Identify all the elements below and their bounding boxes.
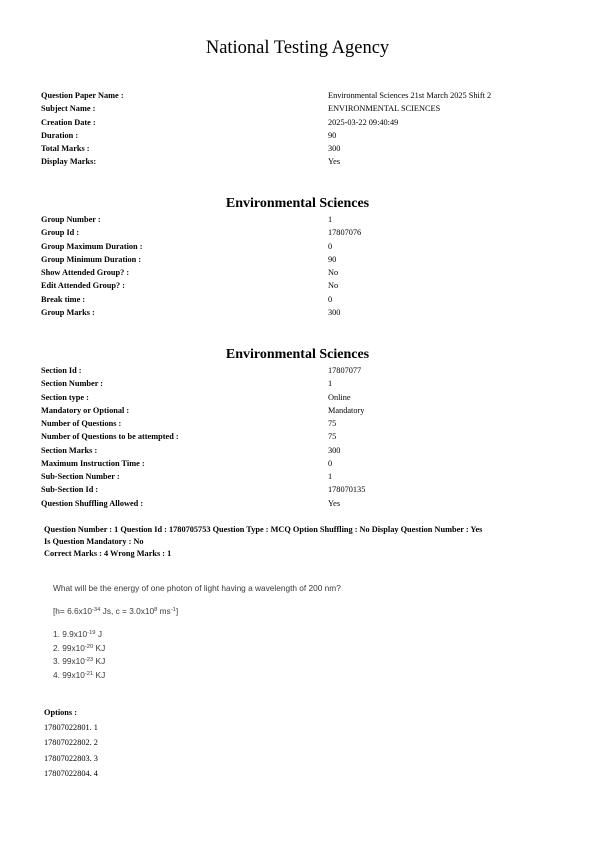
group-key: Group Marks : [41,307,95,317]
option-id-item: 17807022801. 1 [44,723,98,733]
section-key: Mandatory or Optional : [41,405,130,415]
group-row [41,253,561,266]
section-key: Question Shuffling Allowed : [41,498,144,508]
const-h-exponent: -34 [91,607,101,613]
group-row [41,266,561,279]
question-meta [44,524,559,559]
section-key: Section Number : [41,379,104,389]
section-row [41,457,561,470]
info-value: ENVIRONMENTAL SCIENCES [328,104,441,114]
question-mandatory-line: Is Question Mandatory : No [44,536,144,546]
answer-choice [53,642,553,656]
info-key: Subject Name : [41,104,96,114]
section-key: Maximum Instruction Time : [41,458,145,468]
group-key: Group Maximum Duration : [41,241,143,251]
section-row [41,364,561,377]
group-row [41,240,561,253]
section-value: 1 [328,379,333,389]
section-row [41,404,561,417]
question-body [53,582,553,682]
group-key: Edit Attended Group? : [41,281,125,291]
section-value: 0 [328,458,333,468]
section-heading: Environmental Sciences [225,347,370,362]
group-row [41,306,561,319]
const-h: [h= 6.6x10 [53,606,92,616]
group-value: 90 [328,254,337,264]
group-key: Show Attended Group? : [41,268,130,277]
section-row [41,444,561,457]
const-unit: ms [157,606,171,616]
info-value: 2025-03-22 09:40:49 [328,117,399,127]
section-value: Mandatory [328,405,365,415]
info-row [41,89,561,102]
section-value: 17807077 [328,366,362,375]
info-key: Question Paper Name : [41,91,124,100]
option-id-item: 17807022803. 3 [44,753,98,763]
const-unit-exponent: -1 [170,607,176,613]
group-key: Group Number : [41,215,101,224]
const-close: ] [175,606,179,616]
info-row [41,155,561,168]
question-meta-line: Question Number : 1 Question Id : 1780705753 Question Type : MCQ Option Shuffling : No Display Question Number : Yes [44,525,483,534]
section-value: 75 [328,419,337,428]
choice-value: 2. 99x10 [53,642,85,653]
option-id-item: 17807022804. 4 [44,768,98,778]
group-row [41,226,561,239]
info-key: Duration : [41,130,79,140]
section-key: Section Id : [41,366,82,375]
group-value: 0 [328,294,333,304]
info-key: Display Marks: [41,157,97,167]
section-value: 1 [328,472,333,481]
question-text: What will be the energy of one photon of light having a wavelength of 200 nm? [53,583,341,593]
choice-exponent: -20 [84,643,94,650]
choice-value: 4. 99x10 [53,669,85,680]
answer-choice [53,628,553,642]
section-row [41,430,561,443]
choice-value: 1. 9.9x10 [53,629,88,639]
group-value: 1 [328,215,333,224]
section-key: Section type : [41,392,89,402]
choice-value: 3. 99x10 [53,656,85,666]
info-key: Creation Date : [41,117,96,127]
info-row [41,142,561,155]
info-value: 300 [328,144,341,153]
answer-choice [53,669,553,683]
options-label: Options : [44,708,77,717]
section-row [41,470,561,483]
section-key: Number of Questions : [41,419,122,428]
info-row [41,102,561,115]
choice-unit: J [95,629,102,639]
section-value: 178070135 [328,485,366,495]
section-row [41,391,561,404]
choice-unit: KJ [93,669,106,680]
section-info-table [41,364,561,510]
const-c: Js, c = 3.0x10 [100,606,155,616]
info-value: 90 [328,130,337,140]
section-key: Sub-Section Number : [41,472,120,481]
option-ids [44,705,98,781]
option-id-item: 17807022802. 2 [44,738,98,748]
question-constants [53,605,553,617]
group-info-table [41,213,561,319]
group-key: Break time : [41,294,86,304]
group-row [41,279,561,292]
info-value: Yes [328,157,341,167]
choice-unit: KJ [93,656,106,666]
section-key: Number of Questions to be attempted : [41,432,179,442]
group-value: 300 [328,307,341,317]
section-value: 300 [328,445,341,455]
choice-exponent: -21 [84,670,94,677]
section-value: 75 [328,432,337,442]
answer-choices [53,628,553,682]
choice-exponent: -19 [87,630,96,636]
group-heading: Environmental Sciences [225,196,370,211]
section-value: Yes [328,498,341,508]
section-row [41,377,561,390]
group-key: Group Id : [41,228,80,238]
paper-info-table [41,89,561,169]
choice-exponent: -23 [84,657,94,663]
group-row [41,213,561,226]
group-value: No [328,268,339,277]
group-value: 0 [328,241,333,251]
info-value: Environmental Sciences 21st March 2025 Shift 2 [328,91,492,100]
section-key: Section Marks : [41,445,98,455]
const-c-exponent: 8 [154,607,158,613]
section-row [41,483,561,496]
info-row [41,116,561,129]
section-key: Sub-Section Id : [41,485,99,495]
group-value: 17807076 [328,228,362,238]
group-value: No [328,281,339,291]
group-row [41,293,561,306]
choice-unit: KJ [93,642,106,653]
question-marks-line: Correct Marks : 4 Wrong Marks : 1 [44,548,172,558]
section-row [41,417,561,430]
group-key: Group Minimum Duration : [41,254,142,264]
section-value: Online [328,392,351,402]
info-key: Total Marks : [41,144,90,153]
page-title: National Testing Agency [205,38,390,58]
answer-choice [53,655,553,669]
info-row [41,129,561,142]
section-row [41,497,561,510]
